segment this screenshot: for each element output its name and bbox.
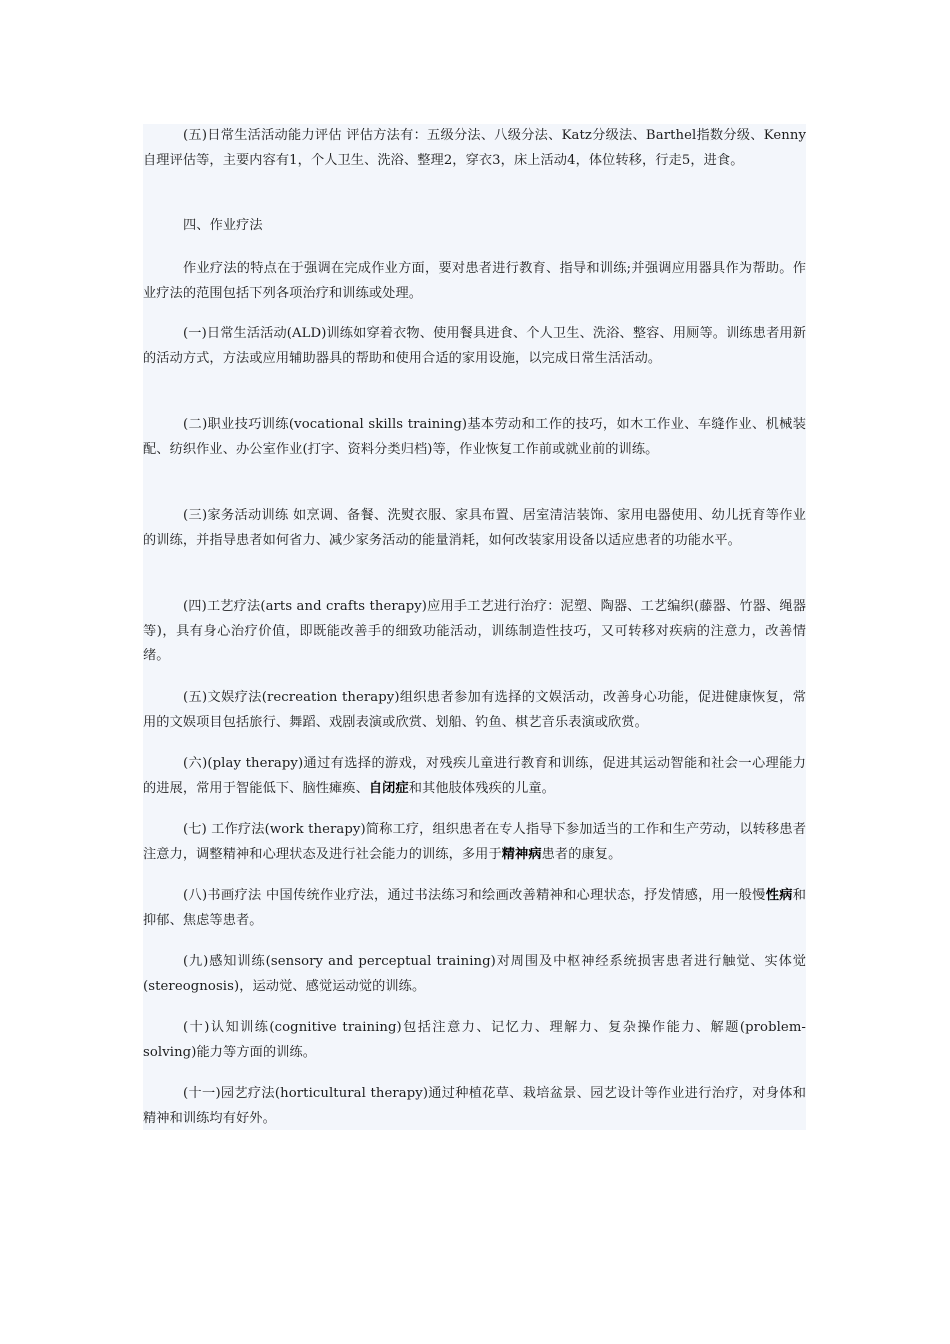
paragraph-adl-assessment: (五)日常生活活动能力评估 评估方法有：五级分法、八级分法、Katz分级法、Barthel指数分级、Kenny自理评估等，主要内容有1，个人卫生、洗浴、整理2，穿衣3，床上活动4，体位转移，行走5，进食。: [143, 128, 806, 168]
paragraph-item-4: (四)工艺疗法(arts and crafts therapy)应用手工艺进行治疗：泥塑、陶器、工艺编织(藤器、竹器、绳器等)，具有身心治疗价值，即既能改善手的细致功能活动，训练制造性技巧，又可转移对疾病的注意力，改善情绪。: [143, 599, 806, 663]
term-mental-illness[interactable]: 精神病: [501, 846, 542, 862]
paragraph-item-6-text-b: 和其他肢体残疾的儿童。: [408, 780, 555, 796]
paragraph-item-2: (二)职业技巧训练(vocational skills training)基本劳动和工作的技巧，如木工作业、车缝作业、机械装配、纺织作业、办公室作业(打字、资料分类归档)等，作业恢复工作前或就业前的训练。: [143, 417, 806, 457]
paragraph-item-1: (一)日常生活活动(ALD)训练如穿着衣物、使用餐具进食、个人卫生、洗浴、整容、用厕等。训练患者用新的活动方式，方法或应用辅助器具的帮助和使用合适的家用设施，以完成日常生活活动。: [143, 326, 806, 366]
paragraph-ot-intro: 作业疗法的特点在于强调在完成作业方面，要对患者进行教育、指导和训练;并强调应用器具作为帮助。作业疗法的范围包括下列各项治疗和训练或处理。: [143, 261, 806, 301]
section-heading-occupational-therapy: 四、作业疗法: [183, 218, 263, 233]
paragraph-item-10: (十)认知训练(cognitive training)包括注意力、记忆力、理解力、复杂操作能力、解题(problem-solving)能力等方面的训练。: [143, 1020, 806, 1060]
paragraph-item-7: [143, 818, 806, 867]
paragraph-item-3: (三)家务活动训练 如烹调、备餐、洗熨衣服、家具布置、居室清洁装饰、家用电器使用、幼儿抚育等作业的训练，并指导患者如何省力、减少家务活动的能量消耗，如何改装家用设备以适应患者的功能水平。: [143, 508, 806, 548]
paragraph-item-7-text-a: (七) 工作疗法(work therapy)简称工疗，组织患者在专人指导下参加适当的工作和生产劳动，以转移患者注意力，调整精神和心理状态及进行社会能力的训练，多用于: [143, 822, 806, 862]
paragraph-item-8-text-a: (八)书画疗法 中国传统作业疗法，通过书法练习和绘画改善精神和心理状态，抒发情感，用一般慢: [183, 888, 766, 903]
term-std[interactable]: 性病: [765, 888, 793, 903]
document-body: [143, 124, 806, 1130]
paragraph-item-9: (九)感知训练(sensory and perceptual training)对周围及中枢神经系统损害患者进行触觉、实体觉(stereognosis)，运动觉、感觉运动觉的训练。: [143, 954, 806, 994]
paragraph-item-7-text-b: 患者的康复。: [541, 846, 622, 862]
paragraph-item-6-text-a: (六)(play therapy)通过有选择的游戏，对残疾儿童进行教育和训练，促进其运动智能和社会一心理能力的进展，常用于智能低下、脑性瘫痪、: [143, 756, 806, 796]
paragraph-item-11: (十一)园艺疗法(horticultural therapy)通过种植花草、栽培盆景、园艺设计等作业进行治疗，对身体和精神和训练均有好外。: [143, 1086, 806, 1126]
paragraph-item-8-text-b: 和抑郁、焦虑等患者。: [143, 888, 806, 928]
term-autism[interactable]: 自闭症: [368, 780, 409, 796]
paragraph-item-8: [143, 884, 806, 933]
paragraph-item-6: [143, 752, 806, 801]
paragraph-item-5: (五)文娱疗法(recreation therapy)组织患者参加有选择的文娱活动，改善身心功能，促进健康恢复，常用的文娱项目包括旅行、舞蹈、戏剧表演或欣赏、划船、钓鱼、棋艺音乐表演或欣赏。: [143, 690, 806, 730]
